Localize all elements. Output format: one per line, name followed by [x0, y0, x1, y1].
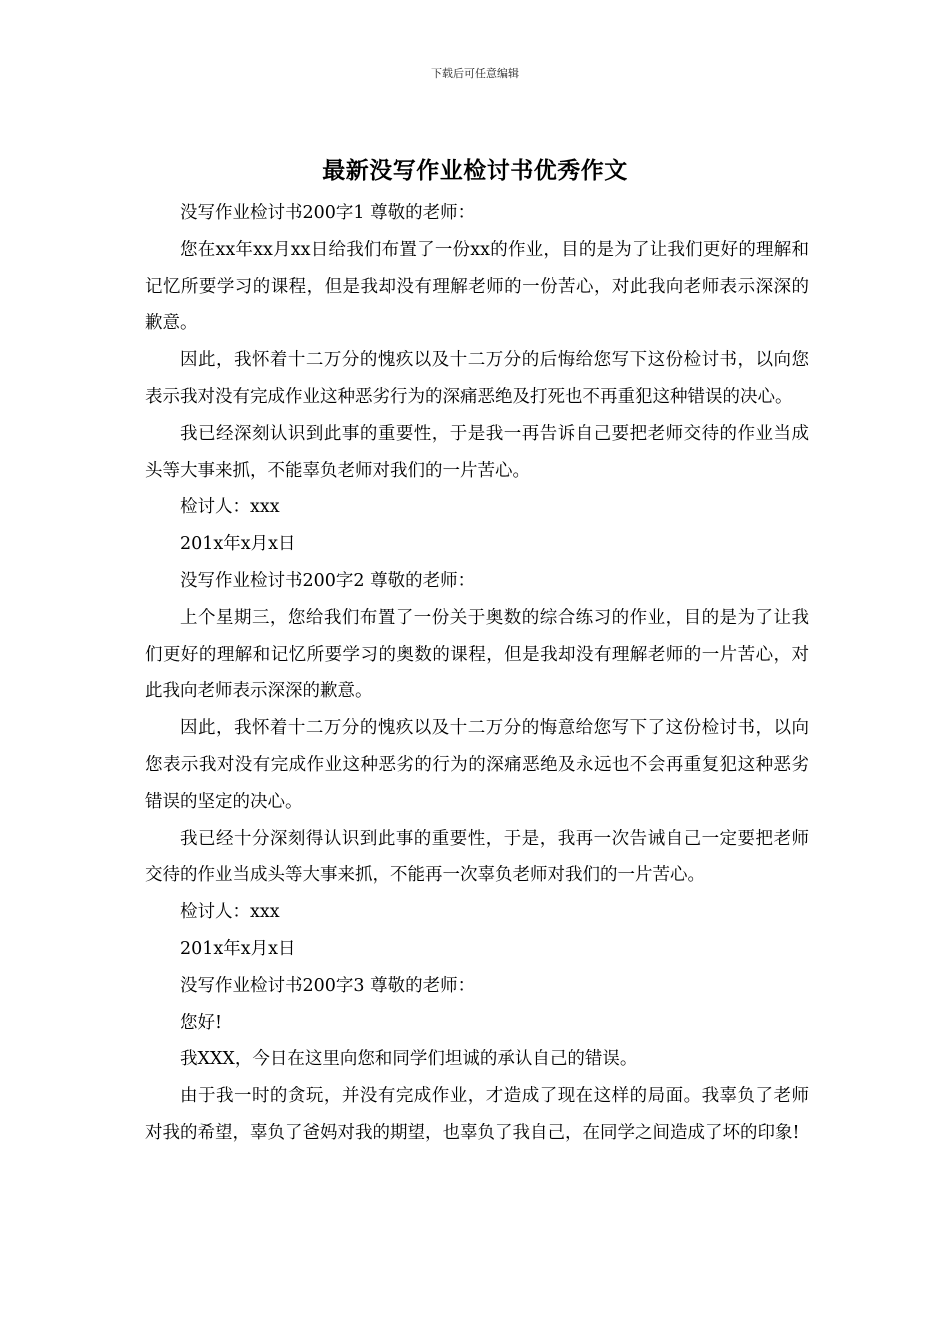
document-title: 最新没写作业检讨书优秀作文 — [322, 157, 628, 184]
paragraph: 没写作业检讨书200字1 尊敬的老师： — [180, 203, 476, 223]
signature-line: 检讨人：xxx — [180, 902, 280, 923]
date-line: 201x年x月x日 — [180, 534, 296, 555]
paragraph: 因此，我怀着十二万分的愧疚以及十二万分的后悔给您写下这份检讨书，以向您表示我对没有完成作业这种恶劣行为的深痛恶绝及打死也不再重犯这种错误的决心。 — [145, 350, 809, 407]
date-line: 201x年x月x日 — [180, 938, 296, 959]
paragraph: 没写作业检讨书200字2 尊敬的老师： — [180, 570, 476, 591]
signature-line: 检讨人：xxx — [180, 497, 280, 518]
document-body — [145, 195, 809, 1152]
paragraph: 因此，我怀着十二万分的愧疚以及十二万分的悔意给您写下了这份检讨书，以向您表示我对没有完成作业这种恶劣的行为的深痛恶绝及永远也不会再重复犯这种恶劣错误的坚定的决心。 — [145, 718, 809, 812]
paragraph: 上个星期三，您给我们布置了一份关于奥数的综合练习的作业，目的是为了让我们更好的理解和记忆所要学习的奥数的课程，但是我却没有理解老师的一片苦心，对此我向老师表示深深的歉意。 — [145, 607, 809, 702]
paragraph: 没写作业检讨书200字3 尊敬的老师： — [180, 975, 476, 996]
paragraph: 我XXX，今日在这里向您和同学们坦诚的承认自己的错误。 — [180, 1049, 638, 1070]
paragraph: 您在xx年xx月xx日给我们布置了一份xx的作业，目的是为了让我们更好的理解和记忆所要学习的课程，但是我却没有理解老师的一份苦心，对此我向老师表示深深的歉意。 — [145, 239, 809, 334]
paragraph: 您好! — [180, 1012, 223, 1033]
header-note: 下载后可任意编辑 — [431, 67, 519, 80]
paragraph: 我已经十分深刻得认识到此事的重要性，于是，我再一次告诫自己一定要把老师交待的作业当成头等大事来抓，不能再一次辜负老师对我们的一片苦心。 — [145, 828, 809, 886]
paragraph: 由于我一时的贪玩，并没有完成作业，才造成了现在这样的局面。我辜负了老师对我的希望，辜负了爸妈对我的期望，也辜负了我自己，在同学之间造成了坏的印象! — [145, 1086, 809, 1143]
paragraph: 我已经深刻认识到此事的重要性，于是我一再告诉自己要把老师交待的作业当成头等大事来抓，不能辜负老师对我们的一片苦心。 — [145, 423, 809, 481]
